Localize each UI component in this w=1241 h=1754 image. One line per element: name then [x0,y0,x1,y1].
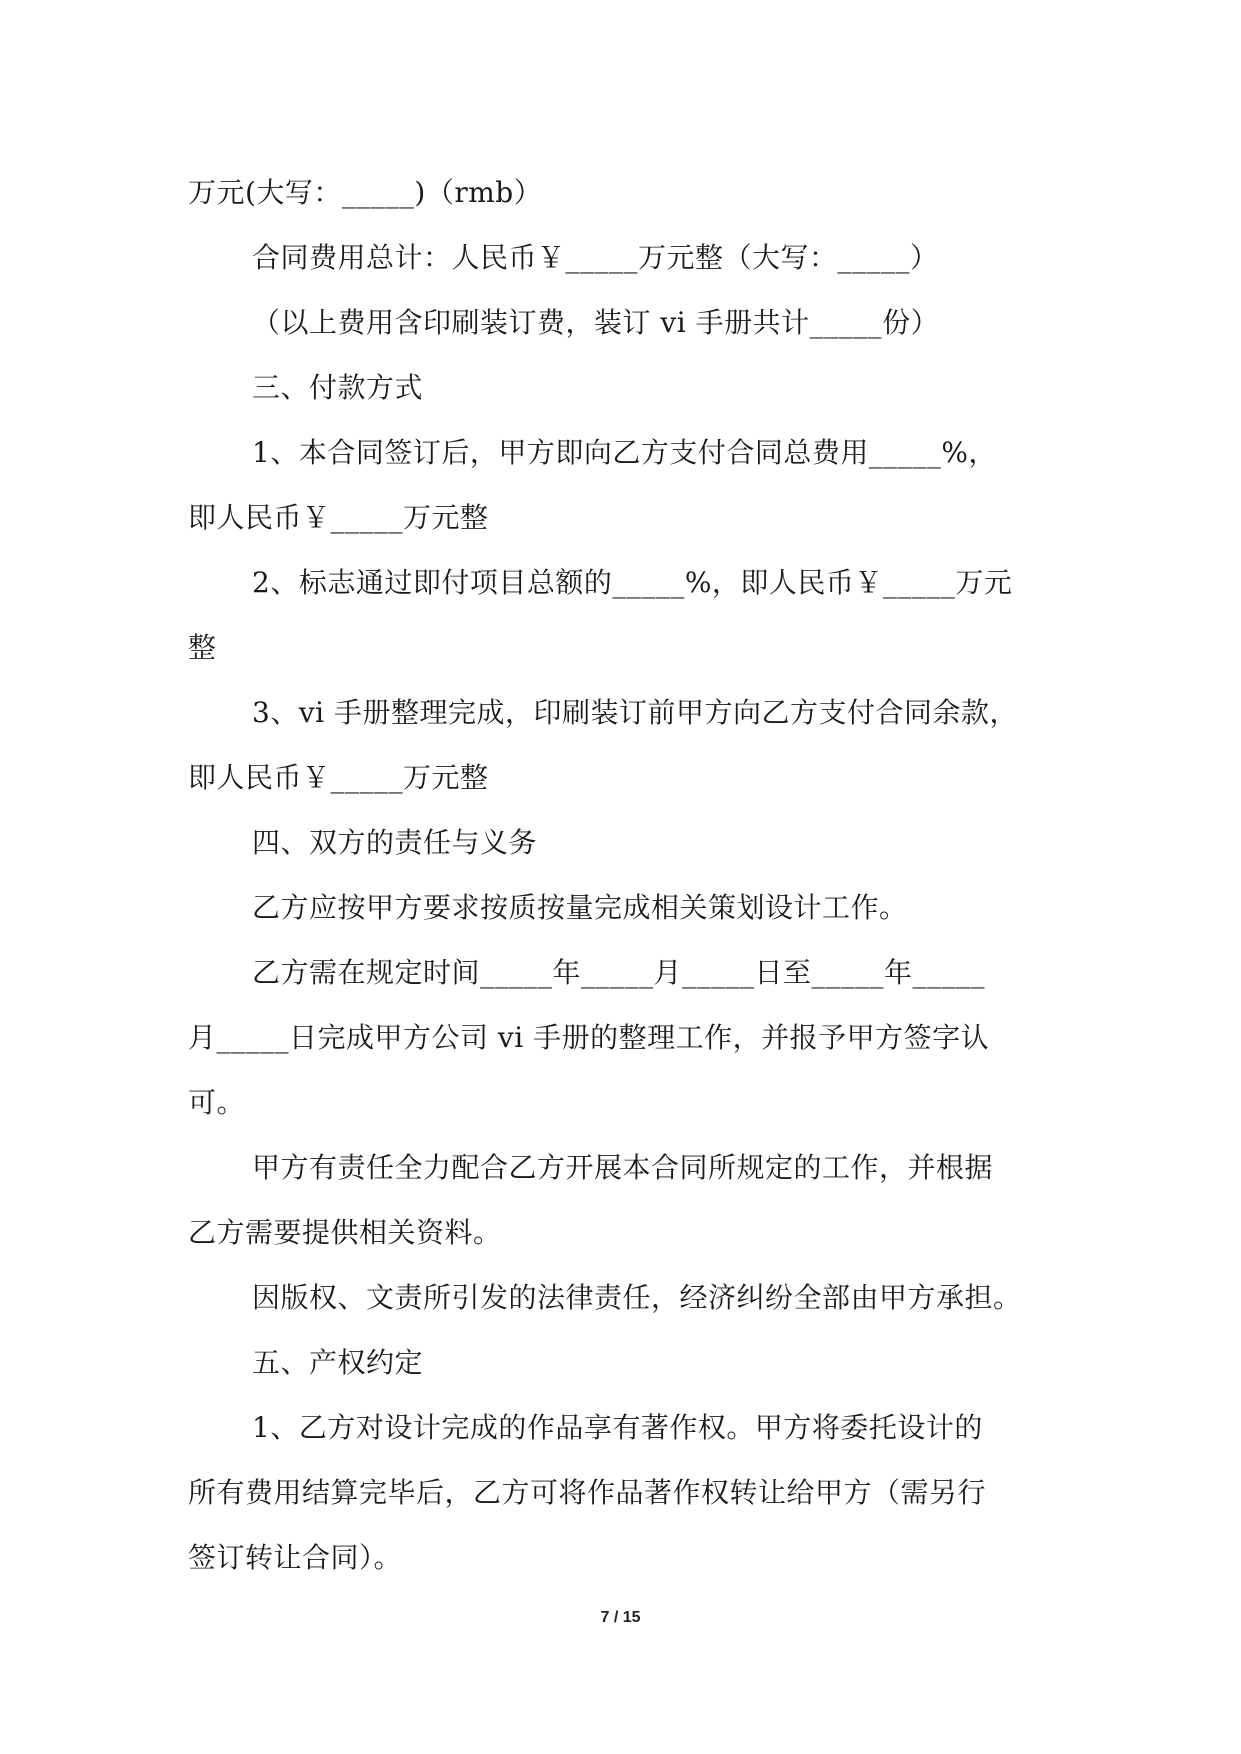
text-line: 即人民币￥_____万元整 [188,761,489,794]
text-line: （以上费用含印刷装订费，装订 vi 手册共计_____份） [252,306,940,339]
text-line: 即人民币￥_____万元整 [188,501,489,534]
section-heading: 四、双方的责任与义务 [252,826,538,859]
text-line: 甲方有责任全力配合乙方开展本合同所规定的工作，并根据 [252,1151,994,1184]
text-line: 万元(大写：_____)（rmb） [188,176,543,209]
text-line: 乙方需在规定时间_____年_____月_____日至_____年_____ [252,956,986,989]
text-line: 乙方应按甲方要求按质按量完成相关策划设计工作。 [252,891,908,924]
text-line: 整 [188,631,217,664]
document-body [188,160,1058,1590]
section-heading: 五、产权约定 [252,1346,424,1379]
text-line: 签订转让合同）。 [188,1541,403,1574]
text-line: 1、本合同签订后，甲方即向乙方支付合同总费用_____%， [252,436,997,469]
text-line: 3、vi 手册整理完成，印刷装订前甲方向乙方支付合同余款， [252,696,1018,729]
text-line: 可。 [188,1086,246,1119]
text-line: 因版权、文责所引发的法律责任，经济纠纷全部由甲方承担。 [252,1281,1022,1314]
text-line: 月_____日完成甲方公司 vi 手册的整理工作，并报予甲方签字认 [188,1021,990,1054]
page-number: 7 / 15 [600,1609,641,1626]
section-heading: 三、付款方式 [252,371,424,404]
text-line: 合同费用总计：人民币￥_____万元整（大写：_____） [252,241,939,274]
text-line: 所有费用结算完毕后，乙方可将作品著作权转让给甲方（需另行 [188,1476,987,1509]
text-line: 1、乙方对设计完成的作品享有著作权。甲方将委托设计的 [252,1411,983,1444]
text-line: 2、标志通过即付项目总额的_____%，即人民币￥_____万元 [252,566,1013,599]
text-line: 乙方需要提供相关资料。 [188,1216,502,1249]
